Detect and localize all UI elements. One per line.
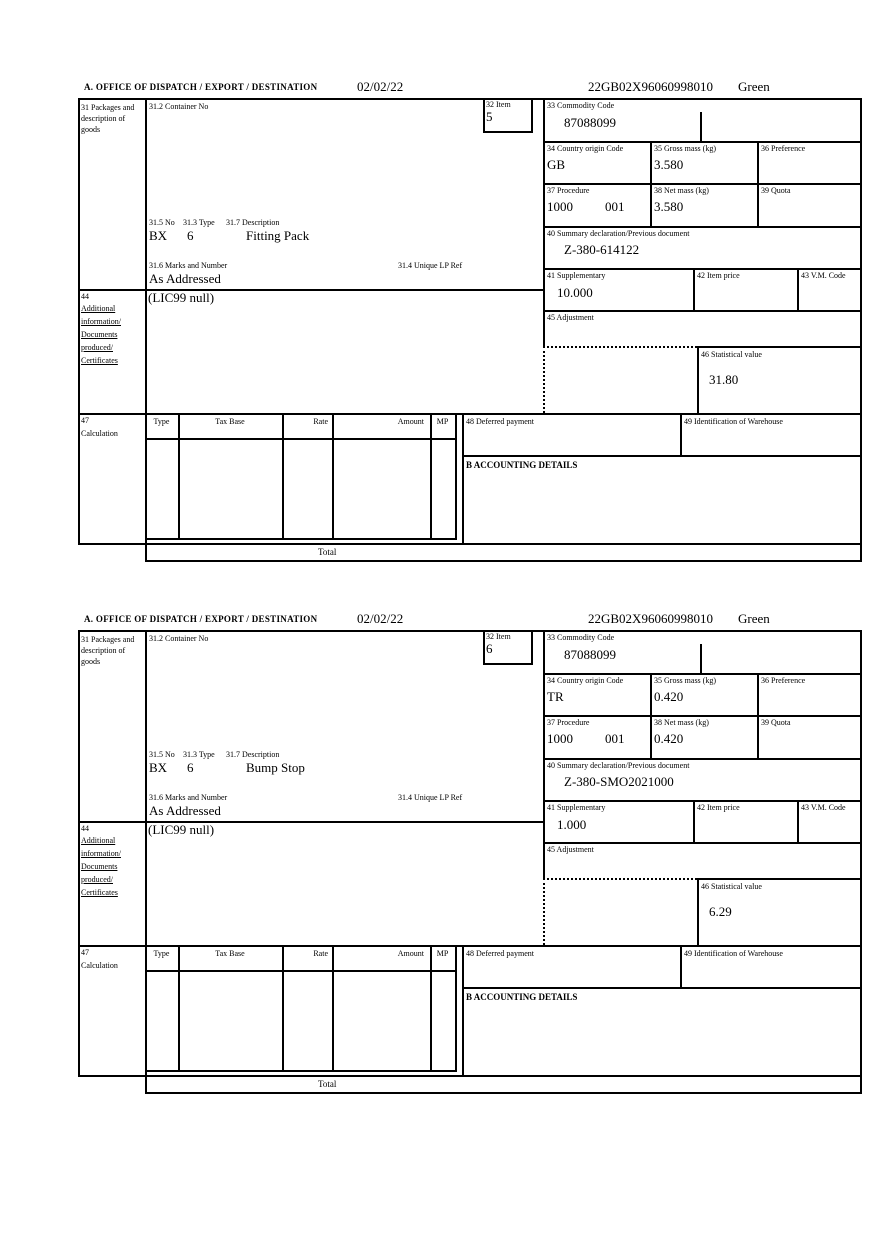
- grid-line: [332, 945, 334, 1070]
- grid-line: [78, 945, 862, 947]
- tax-rate-header: Rate: [313, 417, 328, 426]
- box44-label-line: Certificates: [81, 356, 118, 365]
- grid-line: [78, 543, 862, 545]
- box49-label: 49 Identification of Warehouse: [684, 949, 783, 958]
- box44-number: 44: [81, 824, 89, 833]
- tax-mp-header: MP: [436, 949, 449, 958]
- grid-line: [455, 413, 457, 538]
- previous-document-value: Z-380-614122: [564, 242, 640, 257]
- marks-value: As Addressed: [149, 271, 221, 286]
- grid-line: [650, 141, 652, 226]
- goods-description-value: Fitting Pack: [246, 228, 310, 243]
- package-code-value: BX: [149, 760, 168, 775]
- grid-line: [483, 98, 485, 131]
- box44-label-line: produced/: [81, 343, 113, 352]
- net-mass-value: 0.420: [654, 731, 684, 746]
- routing-status: Green: [738, 611, 770, 626]
- box32-label: 32 Item: [486, 632, 511, 641]
- grid-line: [145, 970, 457, 972]
- grid-line: [680, 945, 682, 987]
- grid-line: [78, 1075, 862, 1077]
- grid-line: [757, 141, 759, 226]
- grid-line: [145, 560, 862, 562]
- net-mass-value: 3.580: [654, 199, 684, 214]
- declaration-date: 02/02/22: [357, 611, 404, 626]
- box33-label: 33 Commodity Code: [547, 101, 615, 110]
- grid-line-dotted: [543, 878, 545, 945]
- procedure-code-value: 001: [605, 731, 625, 746]
- routing-status: Green: [738, 79, 770, 94]
- grid-line: [455, 945, 457, 1070]
- grid-line: [145, 630, 147, 1092]
- grid-line: [430, 945, 432, 1070]
- box44-label-line: Additional: [81, 304, 116, 313]
- grid-line: [697, 878, 699, 945]
- previous-document-value: Z-380-SMO2021000: [564, 774, 674, 789]
- box43-label: 43 V.M. Code: [801, 271, 846, 280]
- box31-4-label: 31.4 Unique LP Ref: [398, 793, 463, 802]
- grid-line: [462, 987, 862, 989]
- box36-label: 36 Preference: [761, 676, 806, 685]
- grid-line-dotted: [543, 346, 545, 413]
- supplementary-value: 10.000: [557, 285, 593, 300]
- commodity-code-separator: [700, 644, 702, 673]
- box41-label: 41 Supplementary: [547, 271, 606, 280]
- accounting-details-label: B ACCOUNTING DETAILS: [466, 992, 578, 1002]
- grid-line: [78, 630, 862, 632]
- grid-line: [543, 800, 862, 802]
- grid-line: [543, 268, 862, 270]
- grid-line: [543, 842, 862, 844]
- commodity-code-value: 87088099: [564, 647, 616, 662]
- box31-4-label: 31.4 Unique LP Ref: [398, 261, 463, 270]
- box36-label: 36 Preference: [761, 144, 806, 153]
- package-code-value: BX: [149, 228, 168, 243]
- box44-label-line: information/: [81, 849, 121, 858]
- statistical-value: 31.80: [709, 372, 739, 387]
- box42-label: 42 Item price: [697, 803, 740, 812]
- tax-rate-header: Rate: [313, 949, 328, 958]
- procedure-value: 1000: [547, 731, 573, 746]
- grid-line: [78, 630, 80, 1075]
- grid-line: [543, 715, 862, 717]
- grid-line: [543, 673, 862, 675]
- grid-line: [757, 673, 759, 758]
- box44-number: 44: [81, 292, 89, 301]
- grid-line: [693, 800, 695, 842]
- box38-label: 38 Net mass (kg): [654, 718, 709, 727]
- box40-label: 40 Summary declaration/Previous document: [547, 761, 690, 770]
- item-number-value: 6: [486, 641, 493, 656]
- additional-info-value: (LIC99 null): [148, 822, 215, 837]
- tax-amount-header: Amount: [397, 949, 424, 958]
- box43-label: 43 V.M. Code: [801, 803, 846, 812]
- grid-line: [78, 98, 80, 543]
- box31-7-label: 31.7 Description: [226, 218, 280, 227]
- tax-mp-header: MP: [436, 417, 449, 426]
- box37-label: 37 Procedure: [547, 718, 590, 727]
- grid-line: [797, 800, 799, 842]
- box40-label: 40 Summary declaration/Previous document: [547, 229, 690, 238]
- grid-line: [430, 413, 432, 538]
- box44-label-line: Documents: [81, 862, 118, 871]
- grid-line: [543, 183, 862, 185]
- box45-label: 45 Adjustment: [547, 313, 594, 322]
- box46-label: 46 Statistical value: [701, 882, 762, 891]
- goods-description-value: Bump Stop: [246, 760, 305, 775]
- grid-line: [462, 945, 464, 1075]
- grid-line: [543, 310, 862, 312]
- grid-line: [543, 141, 862, 143]
- procedure-value: 1000: [547, 199, 573, 214]
- grid-line: [282, 945, 284, 1070]
- total-label: Total: [318, 1079, 337, 1089]
- box31-5-label: 31.5 No: [149, 750, 175, 759]
- box32-label: 32 Item: [486, 100, 511, 109]
- grid-line: [797, 268, 799, 310]
- declaration-reference: 22GB02X96060998010: [588, 611, 713, 626]
- grid-line: [178, 945, 180, 1070]
- origin-country-value: TR: [547, 689, 564, 704]
- declaration-date: 02/02/22: [357, 79, 404, 94]
- grid-line: [483, 131, 533, 133]
- marks-value: As Addressed: [149, 803, 221, 818]
- grid-line: [145, 538, 457, 540]
- grid-line: [282, 413, 284, 538]
- grid-line: [145, 1070, 457, 1072]
- grid-line: [697, 346, 699, 413]
- grid-line: [145, 98, 147, 560]
- additional-info-value: (LIC99 null): [148, 290, 215, 305]
- box31-2-label: 31.2 Container No: [149, 102, 209, 111]
- gross-mass-value: 0.420: [654, 689, 684, 704]
- box44-label-line: Documents: [81, 330, 118, 339]
- item-number-value: 5: [486, 109, 493, 124]
- box31-3-label: 31.3 Type: [183, 750, 215, 759]
- grid-line-dotted: [543, 878, 697, 880]
- tax-amount-header: Amount: [397, 417, 424, 426]
- box39-label: 39 Quota: [761, 718, 791, 727]
- box37-label: 37 Procedure: [547, 186, 590, 195]
- box38-label: 38 Net mass (kg): [654, 186, 709, 195]
- grid-line: [145, 1092, 862, 1094]
- box47-number: 47: [81, 416, 89, 425]
- grid-line: [78, 98, 862, 100]
- grid-line: [483, 663, 533, 665]
- box31-6-label: 31.6 Marks and Number: [149, 793, 228, 802]
- box31-7-label: 31.7 Description: [226, 750, 280, 759]
- box31-label: 31 Packages and description of goods: [81, 103, 135, 134]
- box31-3-label: 31.3 Type: [183, 218, 215, 227]
- tax-type-header: Type: [153, 417, 170, 426]
- office-of-dispatch-label: A. OFFICE OF DISPATCH / EXPORT / DESTINATION: [84, 614, 318, 624]
- package-count-value: 6: [187, 760, 194, 775]
- box42-label: 42 Item price: [697, 271, 740, 280]
- box33-label: 33 Commodity Code: [547, 633, 615, 642]
- tax-base-header: Tax Base: [215, 949, 245, 958]
- grid-line: [531, 630, 533, 663]
- box31-5-label: 31.5 No: [149, 218, 175, 227]
- box34-label: 34 Country origin Code: [547, 676, 624, 685]
- box31-6-label: 31.6 Marks and Number: [149, 261, 228, 270]
- grid-line: [462, 413, 464, 543]
- grid-line: [531, 98, 533, 131]
- box47-number: 47: [81, 948, 89, 957]
- box31-label: 31 Packages and description of goods: [81, 635, 135, 666]
- declaration-item-section-2: [78, 612, 862, 1094]
- box47-label: Calculation: [81, 961, 118, 970]
- grid-line: [860, 98, 862, 560]
- grid-line: [697, 346, 862, 348]
- grid-line: [78, 413, 862, 415]
- box35-label: 35 Gross mass (kg): [654, 676, 716, 685]
- statistical-value: 6.29: [709, 904, 732, 919]
- box47-label: Calculation: [81, 429, 118, 438]
- box48-label: 48 Deferred payment: [466, 949, 534, 958]
- total-label: Total: [318, 547, 337, 557]
- box34-label: 34 Country origin Code: [547, 144, 624, 153]
- office-of-dispatch-label: A. OFFICE OF DISPATCH / EXPORT / DESTINATION: [84, 82, 318, 92]
- box31-2-label: 31.2 Container No: [149, 634, 209, 643]
- grid-line: [650, 673, 652, 758]
- box46-label: 46 Statistical value: [701, 350, 762, 359]
- box44-label-line: Certificates: [81, 888, 118, 897]
- box41-label: 41 Supplementary: [547, 803, 606, 812]
- box44-label-line: Additional: [81, 836, 116, 845]
- package-count-value: 6: [187, 228, 194, 243]
- origin-country-value: GB: [547, 157, 566, 172]
- grid-line: [697, 878, 862, 880]
- tax-base-header: Tax Base: [215, 417, 245, 426]
- gross-mass-value: 3.580: [654, 157, 684, 172]
- box49-label: 49 Identification of Warehouse: [684, 417, 783, 426]
- grid-line: [693, 268, 695, 310]
- commodity-code-value: 87088099: [564, 115, 616, 130]
- declaration-item-section-1: [78, 80, 862, 562]
- box35-label: 35 Gross mass (kg): [654, 144, 716, 153]
- grid-line: [178, 413, 180, 538]
- grid-line: [332, 413, 334, 538]
- box48-label: 48 Deferred payment: [466, 417, 534, 426]
- grid-line: [543, 98, 545, 346]
- box44-label-line: information/: [81, 317, 121, 326]
- declaration-reference: 22GB02X96060998010: [588, 79, 713, 94]
- grid-line: [483, 630, 485, 663]
- tax-type-header: Type: [153, 949, 170, 958]
- grid-line: [543, 226, 862, 228]
- commodity-code-separator: [700, 112, 702, 141]
- supplementary-value: 1.000: [557, 817, 587, 832]
- accounting-details-label: B ACCOUNTING DETAILS: [466, 460, 578, 470]
- grid-line: [860, 630, 862, 1092]
- box45-label: 45 Adjustment: [547, 845, 594, 854]
- grid-line: [462, 455, 862, 457]
- box39-label: 39 Quota: [761, 186, 791, 195]
- grid-line: [680, 413, 682, 455]
- grid-line: [543, 758, 862, 760]
- grid-line: [543, 630, 545, 878]
- grid-line: [145, 438, 457, 440]
- grid-line-dotted: [543, 346, 697, 348]
- box44-label-line: produced/: [81, 875, 113, 884]
- procedure-code-value: 001: [605, 199, 625, 214]
